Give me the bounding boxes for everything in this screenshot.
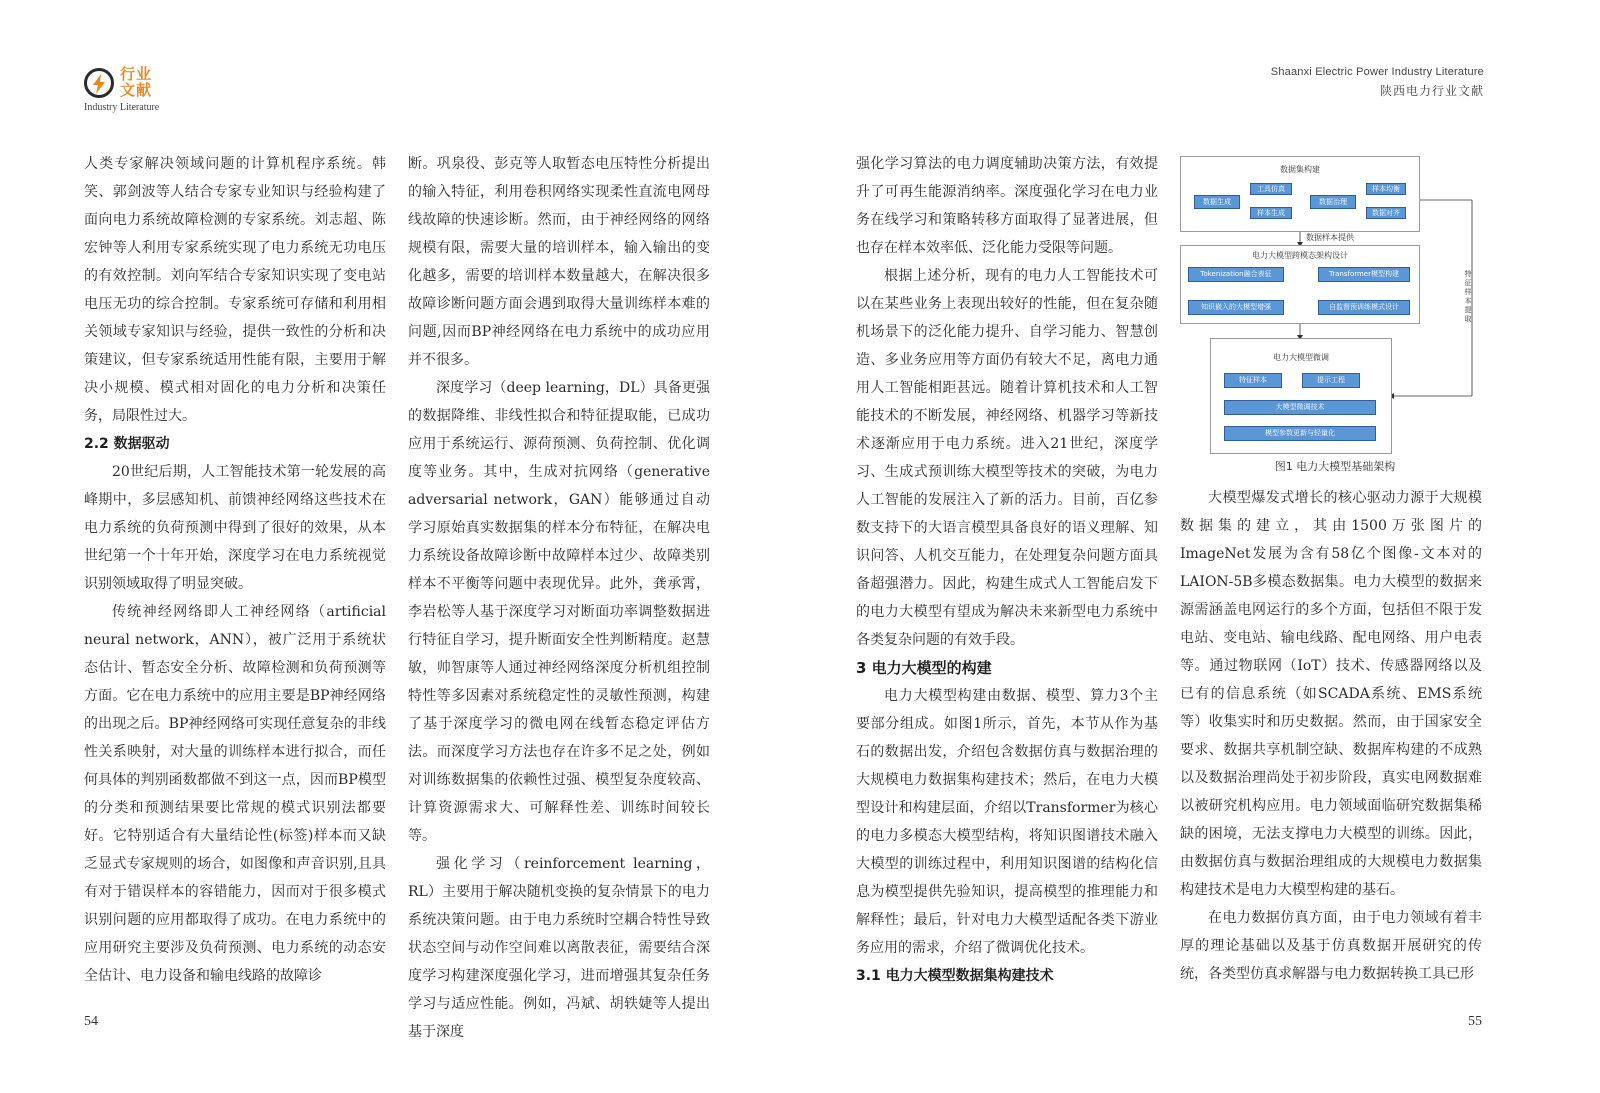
section-heading-3-1: 3.1 电力大模型数据集构建技术 — [856, 968, 1054, 984]
paragraph: 传统神经网络即人工神经网络（artificial neural network，ANN），被广泛用于系统状态估计、暂态安全分析、故障检测和负荷预测等方面。它在电力系统中的应用主要是BP神经网络的出现之后。BP神经网络可实现任意复杂的非线性关系映射，对大量的训练样本进行拟合，而任何具体的判别函数都做不到这一点，因而BP模型的分类和预测结果要比常规的模式识别法都要好。它特别适合有大量结论性(标签)样本而又缺乏显式专家规则的场合，如图像和声音识别,且具有对于错误样本的容错能力，因而对于很多模式识别问题的应用都取得了成功。在电力系统中的应用研究主要涉及负荷预测、电力系统的动态安全估计、电力设备和输电线路的故障诊 — [84, 604, 386, 984]
paragraph: 根据上述分析，现有的电力人工智能技术可以在某些业务上表现出较好的性能，但在复杂随机场景下的泛化能力提升、自学习能力、智慧创造、多业务应用等方面仍有较大不足，离电力通用人工智能相距甚远。随着计算机技术和人工智能技术的不断发展，神经网络、机器学习等新技术逐渐应用于电力系统。进入21世纪，深度学习、生成式预训练大模型等技术的突破，为电力人工智能的发展注入了新的活力。目前，百亿参数支持下的大语言模型具备良好的语义理解、知识问答、人机交互能力，在处理复杂问题方面具备超强潜力。因此，构建生成式人工智能启发下的电力大模型有望成为解决未来新型电力系统中各类复杂问题的有效手段。 — [856, 268, 1158, 648]
paragraph: 强化学习算法的电力调度辅助决策方法，有效提升了可再生能源消纳率。深度强化学习在电力业务在线学习和策略转移方面取得了显著进展，但也存在样本效率低、泛化能力受限等问题。 — [856, 156, 1158, 256]
node-data-governance: 数据治理 — [1310, 195, 1356, 209]
node-feature-samples: 特征样本 — [1224, 373, 1282, 388]
link-data-sample-supply: 数据样本提供 — [1306, 233, 1354, 242]
logo-title-line1: 行业 — [120, 65, 153, 83]
figure-1-architecture-diagram — [1180, 152, 1490, 482]
dataset-construction-title: 数据集构建 — [1280, 165, 1320, 174]
text-column-2 — [408, 150, 710, 1046]
node-tool-simulation: 工具仿真 — [1250, 183, 1292, 195]
logo-circle-icon — [84, 68, 114, 98]
section-heading-3: 3 电力大模型的构建 — [856, 659, 992, 677]
node-transformer: Transformer模型构建 — [1318, 267, 1410, 282]
logo-title — [120, 66, 152, 98]
node-sample-balancing: 样本均衡 — [1366, 183, 1406, 195]
model-architecture-title: 电力大模型跨模态架构设计 — [1252, 251, 1348, 260]
page-number-right: 55 — [1468, 1014, 1482, 1029]
paragraph: 20世纪后期，人工智能技术第一轮发展的高峰期中，多层感知机、前馈神经网络这些技术在电力系统的负荷预测中得到了很好的效果，从本世纪第一个十年开始，深度学习在电力系统视觉识别领域取得了明显突破。 — [84, 464, 386, 592]
section-heading-2-2: 2.2 数据驱动 — [84, 436, 170, 452]
node-knowledge-enhanced: 知识嵌入的大模型增强 — [1188, 300, 1284, 315]
journal-logo — [84, 66, 204, 116]
node-param-update: 模型参数更新与轻量化 — [1224, 426, 1376, 441]
node-tokenization: Tokenization融合表征 — [1188, 267, 1284, 282]
text-column-4 — [1180, 484, 1482, 988]
logo-subtitle: Industry Literature — [84, 102, 160, 113]
paragraph: 强化学习（reinforcement learning，RL）主要用于解决随机变换的复杂情景下的电力系统决策问题。由于电力系统时空耦合特性导致状态空间与动作空间难以离散表征，需要结合深度学习构建深度强化学习，进而增强其复杂任务学习与适应性能。例如，冯斌、胡轶婕等人提出基于深度 — [408, 856, 710, 1040]
page-number-left: 54 — [84, 1014, 98, 1029]
paragraph: 大模型爆发式增长的核心驱动力源于大规模数据集的建立，其由1500万张图片的ImageNet发展为含有58亿个图像-文本对的LAION-5B多模态数据集。电力大模型的数据来源需涵盖电网运行的多个方面，包括但不限于发电站、变电站、输电线路、配电网络、用户电表等。通过物联网（IoT）技术、传感器网络以及已有的信息系统（如SCADA系统、EMS系统等）收集实时和历史数据。然而，由于国家安全要求、数据共享机制空缺、数据库构建的不成熟以及数据治理尚处于初步阶段，真实电网数据难以被研究机构应用。电力领域面临研究数据集稀缺的困境，无法支撑电力大模型的训练。因此，由数据仿真与数据治理组成的大规模电力数据集构建技术是电力大模型构建的基石。 — [1180, 490, 1482, 898]
journal-name-en: Shaanxi Electric Power Industry Literature — [1270, 66, 1484, 78]
text-column-3 — [856, 150, 1158, 990]
paragraph: 电力大模型构建由数据、模型、算力3个主要部分组成。如图1所示，首先，本节从作为基石的数据出发，介绍包含数据仿真与数据治理的大规模电力数据集构建技术；然后，在电力大模型设计和构建层面，介绍以Transformer为核心的电力多模态大模型结构，将知识图谱技术融入大模型的训练过程中，利用知识图谱的结构化信息为模型提供先验知识，提高模型的推理能力和解释性；最后，针对电力大模型适配各类下游业务应用的需求，介绍了微调优化技术。 — [856, 688, 1158, 956]
journal-name-zh: 陕西电力行业文献 — [1379, 84, 1484, 98]
node-sample-generation: 样本生成 — [1250, 207, 1292, 219]
logo-title-line2: 文献 — [120, 81, 153, 99]
figure-caption: 图1 电力大模型基础架构 — [1274, 460, 1396, 473]
paragraph: 在电力数据仿真方面，由于电力领域有着丰厚的理论基础以及基于仿真数据开展研究的传统，各类型仿真求解器与电力数据转换工具已形 — [1180, 910, 1482, 982]
text-column-1 — [84, 150, 386, 990]
paragraph: 深度学习（deep learning，DL）具备更强的数据降维、非线性拟合和特征提取能，已成功应用于系统运行、源荷预测、负荷控制、优化调度等业务。其中，生成对抗网络（generative adversarial network，GAN）能够通过自动学习原始真实数据集的样本分布特征，在解决电力系统设备故障诊断中故障样本过少、故障类别样本不平衡等问题中表现优异。此外，龚承霄，李岩松等人基于深度学习对断面功率调整数据进行特征自学习，提升断面安全性判断精度。赵慧敏，帅智康等人通过神经网络深度分析机组控制特性等多因素对系统稳定性的灵敏性预测，构建了基于深度学习的微电网在线暂态稳定评估方法。而深度学习方法也存在许多不足之处，例如对训练数据集的依赖性过强、模型复杂度较高、计算资源需求大、可解释性差、训练时间较长等。 — [408, 380, 710, 844]
running-header — [1271, 66, 1484, 99]
node-data-alignment: 数据对齐 — [1366, 207, 1406, 219]
feature-sample-extraction-label: 特征样本提取 — [1464, 270, 1472, 323]
right-page — [800, 0, 1600, 1093]
node-data-generation: 数据生成 — [1194, 195, 1240, 209]
node-prompt-engineering: 提示工程 — [1302, 373, 1360, 388]
node-self-supervised: 自监督预训练模式设计 — [1318, 300, 1410, 315]
lightning-bolt-icon — [92, 74, 106, 94]
fine-tuning-title: 电力大模型微调 — [1273, 353, 1329, 362]
paragraph: 人类专家解决领域问题的计算机程序系统。韩笑、郭剑波等人结合专家专业知识与经验构建了面向电力系统故障检测的专家系统。刘志超、陈宏钟等人利用专家系统实现了电力系统无功电压的有效控制。刘向军结合专家知识实现了变电站电压无功的综合控制。专家系统可存储和利用相关领域专家知识与经验，提供一致性的分析和决策建议，但专家系统适用性能有限，主要用于解决小规模、模式相对固化的电力分析和决策任务，局限性过大。 — [84, 156, 386, 424]
node-fine-tuning-tech: 大模型微调技术 — [1224, 400, 1376, 415]
paragraph: 断。巩泉役、彭克等人取暂态电压特性分析提出的输入特征，利用卷积网络实现柔性直流电网母线故障的快速诊断。然而，由于神经网络的网络规模有限，需要大量的培训样本，输入输出的变化越多，需要的培训样本数量越大，在解决很多故障诊断问题方面会遇到取得大量训练样本难的问题,因而BP神经网络在电力系统中的成功应用并不很多。 — [408, 156, 710, 368]
